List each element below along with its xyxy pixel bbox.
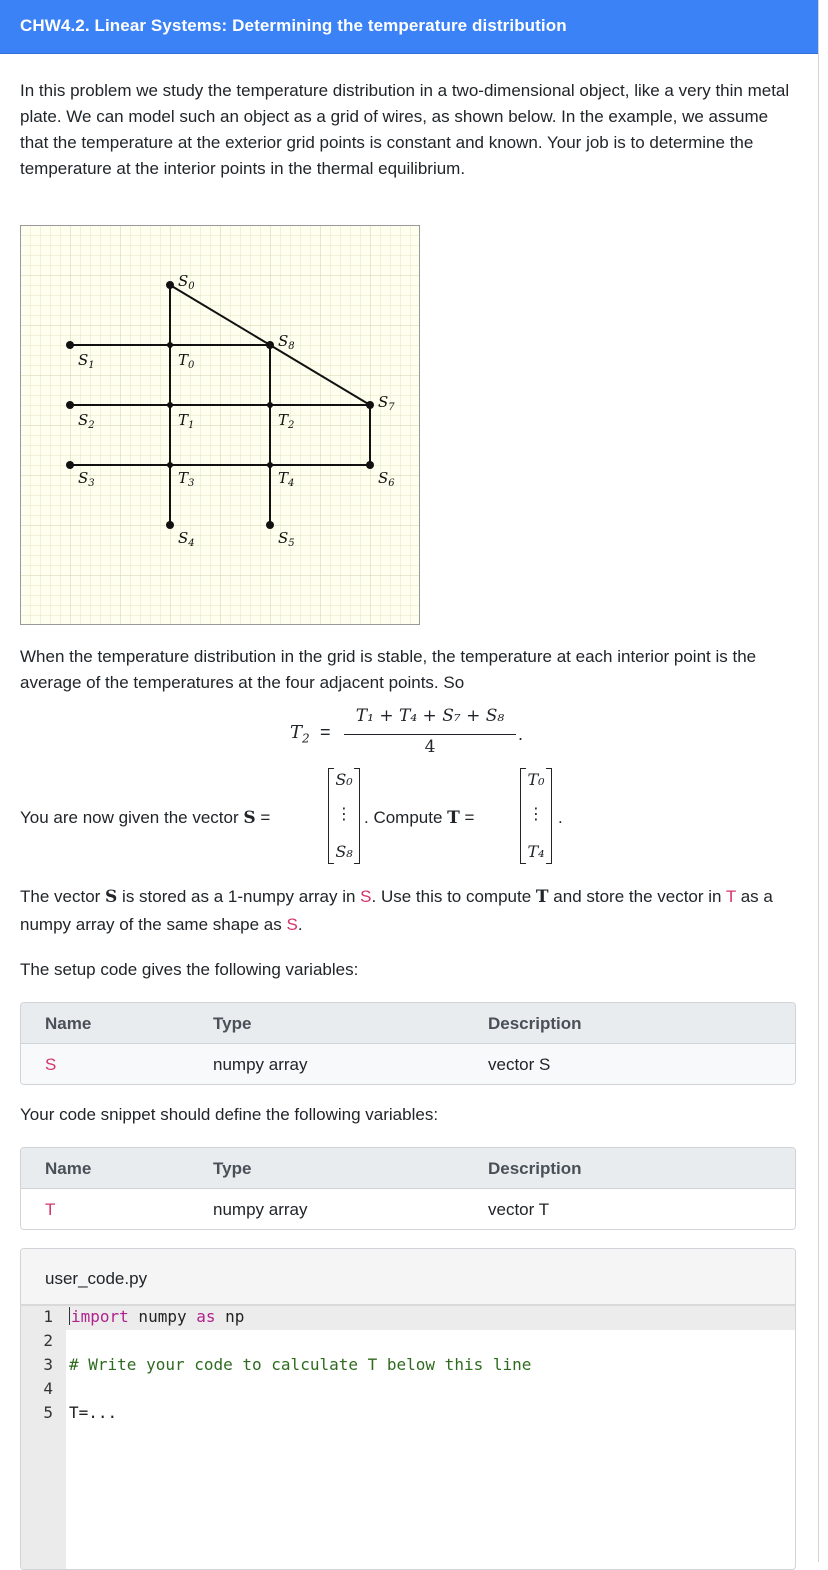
variable-name: T	[45, 1200, 56, 1219]
t-vector-top: T₀	[527, 770, 545, 789]
bracket-tick	[520, 863, 526, 864]
bracket-tick	[328, 768, 334, 769]
bracket-tick	[354, 863, 360, 864]
define-intro: Your code snippet should define the following variables:	[20, 1105, 439, 1124]
given-period: .	[558, 808, 563, 827]
setup-variables-table	[20, 1002, 796, 1085]
define-variables-table	[20, 1147, 796, 1230]
code-line-5[interactable]: T=...	[69, 1403, 118, 1422]
node-s3	[66, 461, 74, 469]
label-s1: $S_1$	[78, 351, 95, 371]
label-s8: $S_8$	[278, 332, 295, 352]
bracket-tick	[328, 863, 334, 864]
table-header-row	[21, 1003, 795, 1044]
setup-intro: The setup code gives the following variables:	[20, 960, 359, 979]
s-vector-bottom: S₈	[335, 842, 353, 861]
label-s6: $S_6$	[378, 469, 395, 489]
header-description: Description	[488, 1159, 582, 1178]
code-line-3[interactable]: # Write your code to calculate T below this line	[69, 1355, 532, 1374]
table-row	[21, 1189, 795, 1229]
node-s8	[266, 341, 274, 349]
equation-numerator: T₁ + T₄ + S₇ + S₈	[355, 706, 505, 726]
header-type: Type	[213, 1159, 252, 1178]
grid-diagram	[20, 225, 420, 625]
variable-name: S	[45, 1055, 57, 1074]
equation-lhs: $T_2$	[290, 722, 310, 746]
node-t1	[167, 402, 173, 408]
average-equation	[290, 706, 530, 762]
bracket-tick	[354, 768, 360, 769]
label-s5: $S_5$	[278, 529, 295, 549]
label-s0: $S_0$	[178, 272, 195, 292]
label-s3: $S_3$	[78, 469, 95, 489]
bracket-tick	[546, 863, 552, 864]
node-s2	[66, 401, 74, 409]
grid-figure	[20, 225, 420, 625]
label-t2: $T_2$	[278, 411, 295, 431]
variable-description: vector T	[488, 1200, 550, 1219]
label-s7: $S_7$	[378, 393, 395, 413]
table-row	[21, 1044, 795, 1084]
right-border	[818, 0, 819, 1562]
header-type: Type	[213, 1014, 252, 1033]
header-name: Name	[45, 1014, 92, 1033]
page-header	[0, 0, 818, 54]
variable-description: vector S	[488, 1055, 551, 1074]
code-editor[interactable]	[20, 1248, 796, 1570]
given-prefix: You are now given the vector S =	[20, 808, 271, 828]
text-cursor	[69, 1307, 70, 1325]
node-t4	[267, 462, 273, 468]
code-line-1[interactable]: import numpy as np	[71, 1307, 245, 1326]
s-vector-dots: ⋮	[336, 806, 352, 823]
compute-text: . Compute T =	[364, 808, 475, 828]
line-number: 1	[43, 1307, 53, 1326]
node-t0	[167, 342, 173, 348]
line-number: 3	[43, 1355, 53, 1374]
t-vector-brackets	[520, 768, 552, 864]
variable-type: numpy array	[213, 1055, 308, 1074]
t-vector-bottom: T₄	[527, 842, 545, 861]
label-s2: $S_2$	[78, 411, 95, 431]
store-paragraph: The vector S is stored as a 1-numpy array in S. Use this to compute T and store the vector in T as a numpy array of the same shape as S.	[20, 887, 773, 934]
bracket-tick	[520, 768, 526, 769]
line-number: 4	[43, 1379, 53, 1398]
node-s6	[366, 461, 374, 469]
label-t1: $T_1$	[178, 411, 195, 431]
line-number: 5	[43, 1403, 53, 1422]
node-t3	[167, 462, 173, 468]
header-description: Description	[488, 1014, 582, 1033]
node-s0	[166, 281, 174, 289]
equation-period: .	[518, 724, 524, 744]
node-s1	[66, 341, 74, 349]
equation-equals: =	[320, 722, 331, 742]
equation-denominator: 4	[424, 737, 436, 757]
t-vector-dots: ⋮	[528, 806, 544, 823]
node-s4	[166, 521, 174, 529]
intro-paragraph: In this problem we study the temperature distribution in a two-dimensional object, like a very thin metal plate. We can model such an object as a grid of wires, as shown below. In the example, we assume that the temperature at the exterior grid points is constant and known. Your job is to determine the temperature at the interior points in the thermal equilibrium.	[20, 81, 790, 178]
label-s4: $S_4$	[178, 529, 195, 549]
fraction-bar	[344, 734, 516, 735]
s-vector-brackets	[328, 768, 360, 864]
label-t4: $T_4$	[278, 469, 295, 489]
label-t0: $T_0$	[178, 351, 195, 371]
header-name: Name	[45, 1159, 92, 1178]
variable-type: numpy array	[213, 1200, 308, 1219]
code-area[interactable]	[21, 1306, 795, 1570]
bracket-tick	[546, 768, 552, 769]
node-t2	[267, 402, 273, 408]
given-vector-line	[20, 766, 780, 870]
line-number: 2	[43, 1331, 53, 1350]
table-header-row	[21, 1148, 795, 1189]
page-title: CHW4.2. Linear Systems: Determining the temperature distribution	[20, 16, 567, 35]
s-vector-top: S₀	[335, 770, 353, 789]
node-s7	[366, 401, 374, 409]
node-s5	[266, 521, 274, 529]
label-t3: $T_3$	[178, 469, 195, 489]
editor-filename: user_code.py	[45, 1269, 148, 1288]
stable-paragraph: When the temperature distribution in the grid is stable, the temperature at each interior point is the average of the temperatures at the four adjacent points. So	[20, 647, 757, 692]
editor-header	[21, 1249, 795, 1306]
